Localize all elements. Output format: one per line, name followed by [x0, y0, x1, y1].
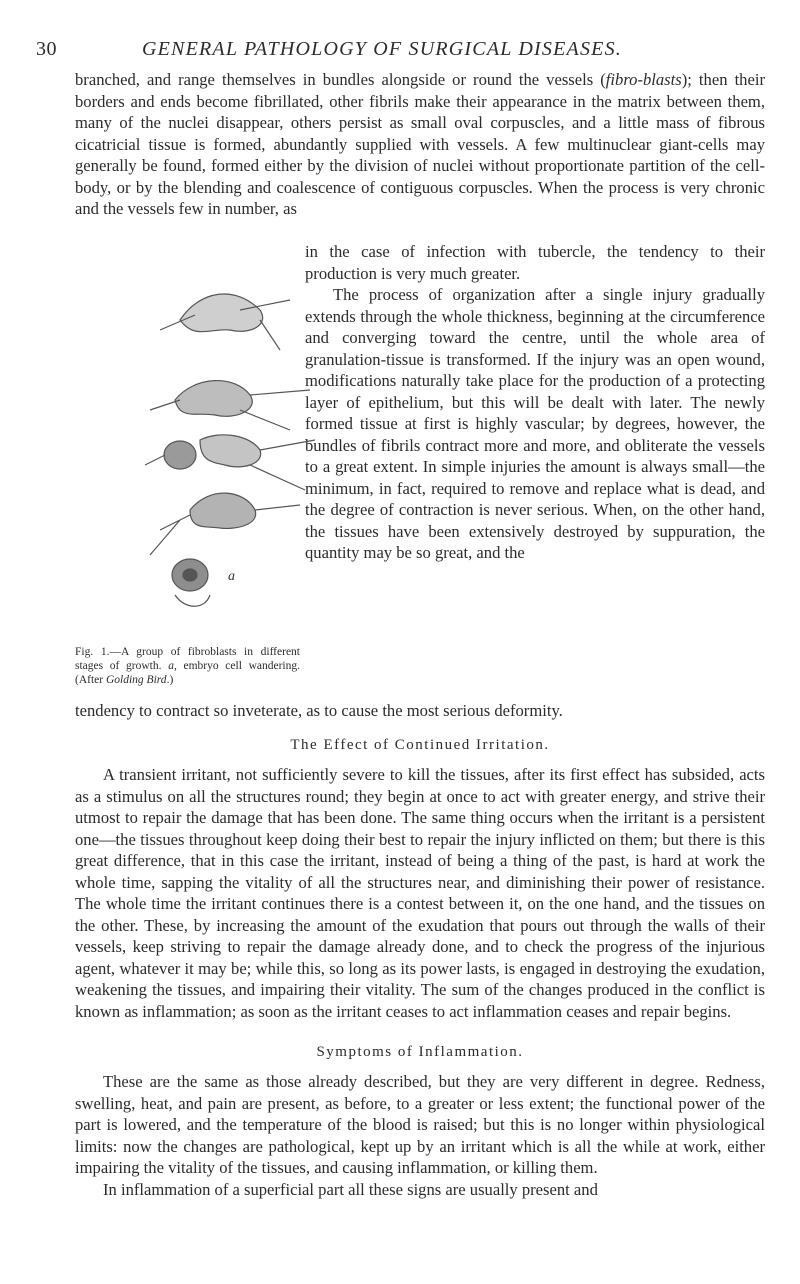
section-effect-paragraph — [75, 764, 765, 1022]
wrap-tail-line — [75, 700, 765, 722]
wrap-tail-text: tendency to contract so inveterate, as to cause the most serious deformity. — [75, 701, 563, 720]
wrapped-text-b: The process of organization after a single injury gradually extends through the whole thickness, beginning at the circumference and converging toward the centre, until the whole area of granulation-tissue is transformed. If the injury was an open wound, modifications naturally take place for the production of a protecting layer of epithelium, but this will be dealt with later. The newly formed tissue at first is highly vascular; by degrees, however, the bundles of fibrils contract more and more, and obliterate the vessels to a great extent. In simple injuries the amount is always small—the minimum, in fact, required to remove and replace what is dead, and the degree of contraction is never serious. When, on the other hand, the tissues have been extensively destroyed by suppuration, the quantity may be so great, and the — [305, 285, 765, 562]
fibroblast-cell-2 — [175, 381, 252, 417]
section-symptoms-paragraphs — [75, 1071, 765, 1200]
embryo-cell-nucleus — [183, 569, 197, 581]
caption-author: Golding Bird — [105, 674, 167, 686]
running-head — [36, 38, 776, 61]
fibroblast-figure — [140, 280, 330, 640]
running-title: GENERAL PATHOLOGY OF SURGICAL DISEASES. — [142, 38, 622, 60]
caption-end: .) — [166, 674, 174, 686]
fibroblasts-term: fibro-blasts — [605, 70, 682, 89]
figure-caption — [75, 645, 300, 687]
symptoms-paragraph-2: In inflammation of a superficial part all these signs are usually present and — [103, 1179, 598, 1199]
fibroblast-illustration — [140, 280, 330, 640]
symptoms-paragraph-1: These are the same as those already described, but they are very different in degree. Redness, swelling, heat, and pain are present, as before, to a greater or less extent; the functional power of the part is lowered, and the temperature of the blood is raised; but this is no longer within physiological limits: now the changes are pathological, kept up by an irritant which is all the while at work, either impairing the vitality of the tissues, and causing inflammation, or killing them. — [75, 1072, 765, 1177]
caption-middle: , embryo cell wandering. (After — [75, 660, 301, 686]
section-heading-effect: The Effect of Continued Irritation. — [290, 737, 550, 753]
top-paragraph — [75, 69, 765, 220]
fibroblast-cell-4 — [190, 493, 256, 528]
fibroblast-cell-3 — [200, 435, 261, 467]
fibroblast-cell-1 — [180, 294, 263, 332]
figure-label-a: a — [228, 569, 235, 584]
caption-lead: Fig. 1.—A group of fibroblasts in different stages of growth. — [75, 646, 300, 672]
wrapped-column — [305, 241, 765, 564]
top-paragraph-text-2: ); then their borders and ends become fibrillated, other fibrils make their appearance in the matrix between them, many of the nuclei disappear, others persist as small oval corpuscles, and a little mass of fibrous cicatricial tissue is formed, abundantly supplied with vessels. A few multinuclear giant-cells may generally be found, formed either by the division of nuclei without proportionate partition of the cell-body, or by the blending and coalescence of contiguous corpuscles. When the process is very chronic and the vessels few in number, as — [75, 70, 765, 218]
embryo-cell-edge — [175, 595, 210, 606]
wrapped-text-a: in the case of infection with tubercle, the tendency to their production is very much greater. — [305, 242, 765, 283]
effect-paragraph-text: A transient irritant, not sufficiently severe to kill the tissues, after its first effect has subsided, acts as a stimulus on all the structures round; they begin at once to act with greater energy, and strive their utmost to repair the damage that has been done. The same thing occurs when the irritant is a persistent one—the tissues throughout keep doing their best to repair the injury inflicted on them; but there is this great difference, that in this case the irritant, instead of being a thing of the past, is hard at work the whole time, sapping the vitality of all the structures near, and diminishing their power of resistance. The whole time the irritant continues there is a contest between it, on the one hand, and the tissues on the other. These, by increasing the amount of the exudation that pours out through the walls of their vessels, keep striving to repair the damage already done, and to check the progress of the injurious agent, whatever it may be; while this, so long as its power lasts, is engaged in destroying the exudation, weakening the tissues, and impairing their vitality. The sum of the changes produced in the conflict is known as inflammation; as soon as the irritant ceases to act inflammation ceases and repair begins. — [75, 765, 765, 1021]
page-number: 30 — [36, 38, 57, 60]
top-paragraph-text-1: branched, and range themselves in bundles alongside or round the vessels ( — [75, 70, 606, 89]
caption-a: a — [168, 660, 174, 672]
nucleus-1 — [164, 441, 196, 469]
section-heading-symptoms: Symptoms of Inflammation. — [316, 1044, 524, 1060]
